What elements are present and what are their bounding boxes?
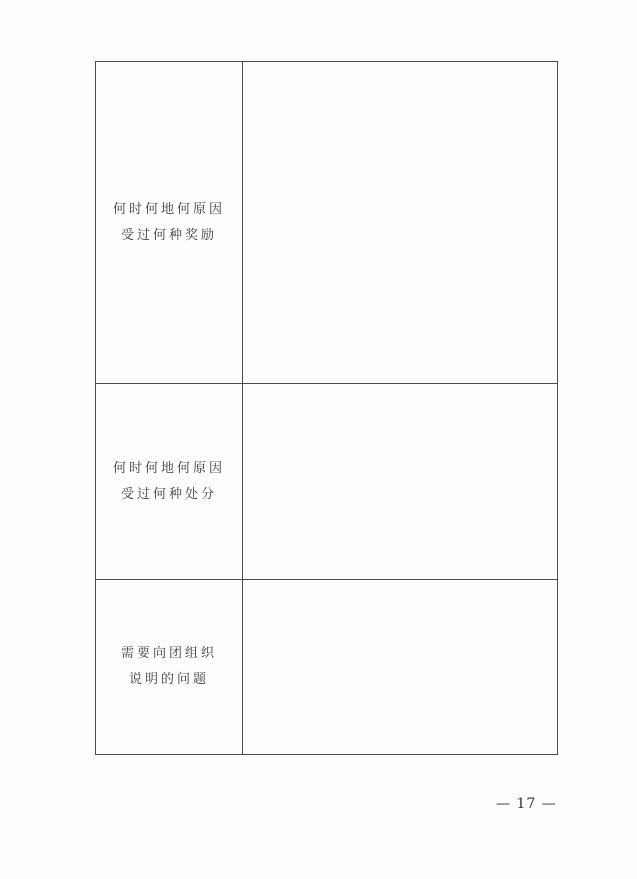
awards-value-cell[interactable] [243,62,557,383]
issues-label-line2: 说明的问题 [128,672,209,687]
punishments-label-line2: 受过何种处分 [120,486,217,502]
page-number: — 17 — [496,796,557,812]
issues-label-cell [96,580,243,754]
form-row-punishments [96,384,557,580]
awards-label-line1: 何时何地何原因 [112,201,225,217]
awards-label-cell [96,62,243,383]
issues-value-cell[interactable] [243,580,557,754]
awards-label-line2: 受过何种奖励 [120,227,217,243]
form-table [95,61,558,755]
punishments-value-cell[interactable] [243,384,557,579]
punishments-label-cell [96,384,243,579]
issues-label-line1: 需要向团组织 [120,646,217,661]
form-row-issues [96,580,557,754]
form-row-awards [96,62,557,384]
punishments-label-line1: 何时何地何原因 [112,460,225,476]
